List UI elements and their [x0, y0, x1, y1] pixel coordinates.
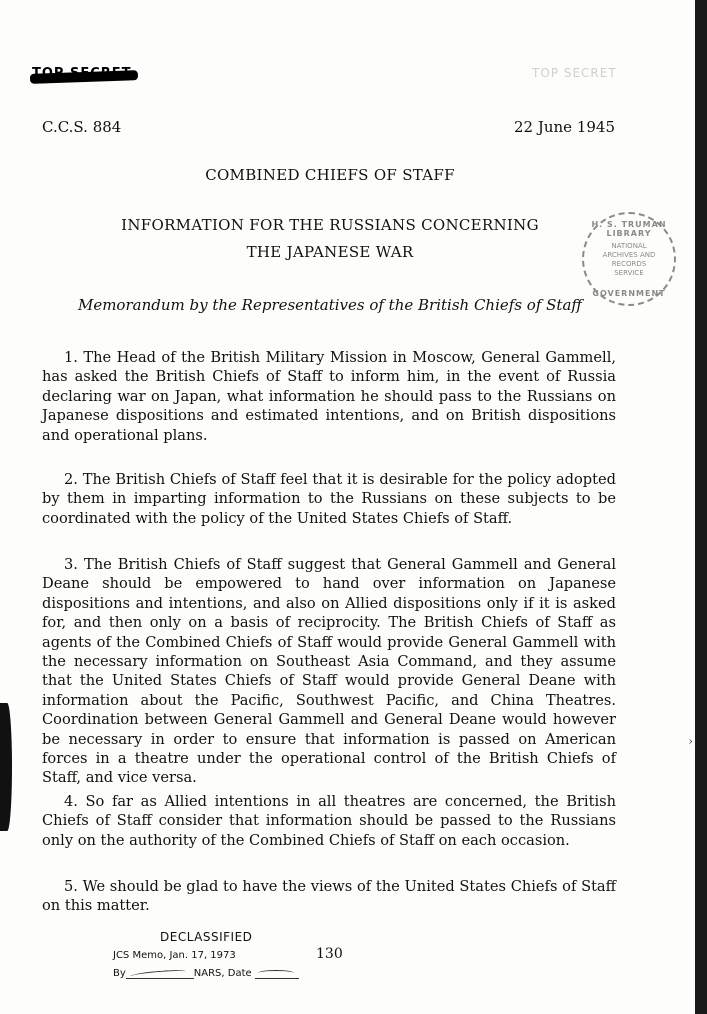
declassified-memo: JCS Memo, Jan. 17, 1973 — [113, 950, 236, 961]
document-date: 22 June 1945 — [513, 118, 615, 136]
page-edge-shadow — [695, 0, 707, 1014]
archives-stamp — [582, 212, 676, 306]
document-number: C.C.S. 884 — [42, 118, 122, 136]
stamp-center-line: SERVICE — [614, 269, 644, 277]
stamp-ring-bottom: GOVERNMENT — [592, 289, 666, 298]
paragraph-1: 1. The Head of the British Military Mission in Moscow, General Gammell, has asked the British Chiefs of Staff to inform him, in the event of Russia declaring war on Japan, what information he should pass to the Russians on Japanese dispositions and estimated intentions, and on British dispositions and operational plans. — [42, 349, 616, 444]
paragraph-2: 2. The British Chiefs of Staff feel that it is desirable for the policy adopted by them in imparting information to the Russians on these subjects to be coordinated with the policy of the United States Chiefs of Staff. — [42, 471, 616, 527]
margin-mark: › — [688, 734, 693, 748]
stamp-ring-top: H. S. TRUMAN LIBRARY — [591, 220, 667, 238]
title-line-2: THE JAPANESE WAR — [246, 243, 414, 261]
stamp-center-line: NATIONAL — [611, 242, 647, 250]
signature-mark — [126, 968, 194, 979]
memo-heading: Memorandum by the Representatives of the British Chiefs of Staff — [77, 296, 583, 314]
declassified-heading: DECLASSIFIED — [160, 930, 253, 944]
handwritten-date-mark — [255, 968, 299, 979]
stamp-center — [584, 242, 674, 278]
declassified-authority — [113, 968, 299, 979]
organization-heading: COMBINED CHIEFS OF STAFF — [205, 166, 455, 184]
paragraph-4: 4. So far as Allied intentions in all theatres are concerned, the British Chiefs of Staff consider that information should be passed to the Russians only on the authority of the Combined Chiefs of Staff on each occasion. — [42, 793, 616, 849]
title-line-1: INFORMATION FOR THE RUSSIANS CONCERNING — [121, 216, 539, 234]
paragraph-5: 5. We should be glad to have the views of the United States Chiefs of Staff on this matter. — [42, 878, 616, 915]
declassified-nars-label: NARS, Date — [193, 968, 252, 979]
paragraph-3: 3. The British Chiefs of Staff suggest that General Gammell and General Deane should be empowered to hand over information on Japanese dispositions and intentions, and also on Allied dispositions only if it is asked for, and then only on a basis of reciprocity. The British Chiefs of Staff as agents of the Combined Chiefs of Staff would provide General Gammell with the necessary information on Southeast Asia Command, and they assume that the United States Chiefs of Staff would provide General Deane with information about the Pacific, Southwest Pacific, and China Theatres. Coordination between General Gammell and General Deane would however be necessary in order to ensure that information is passed on American forces in a theatre under the operational control of the British Chiefs of Staff, and vice versa. — [42, 556, 616, 787]
stamp-center-line: RECORDS — [611, 260, 647, 268]
stamp-center-line: ARCHIVES AND — [602, 251, 656, 259]
classification-marking — [32, 66, 142, 86]
classification-ghost: TOP SECRET — [532, 66, 617, 80]
page-number: 130 — [316, 946, 343, 962]
declassified-by-label: By — [113, 968, 126, 979]
margin-blot — [0, 703, 12, 831]
